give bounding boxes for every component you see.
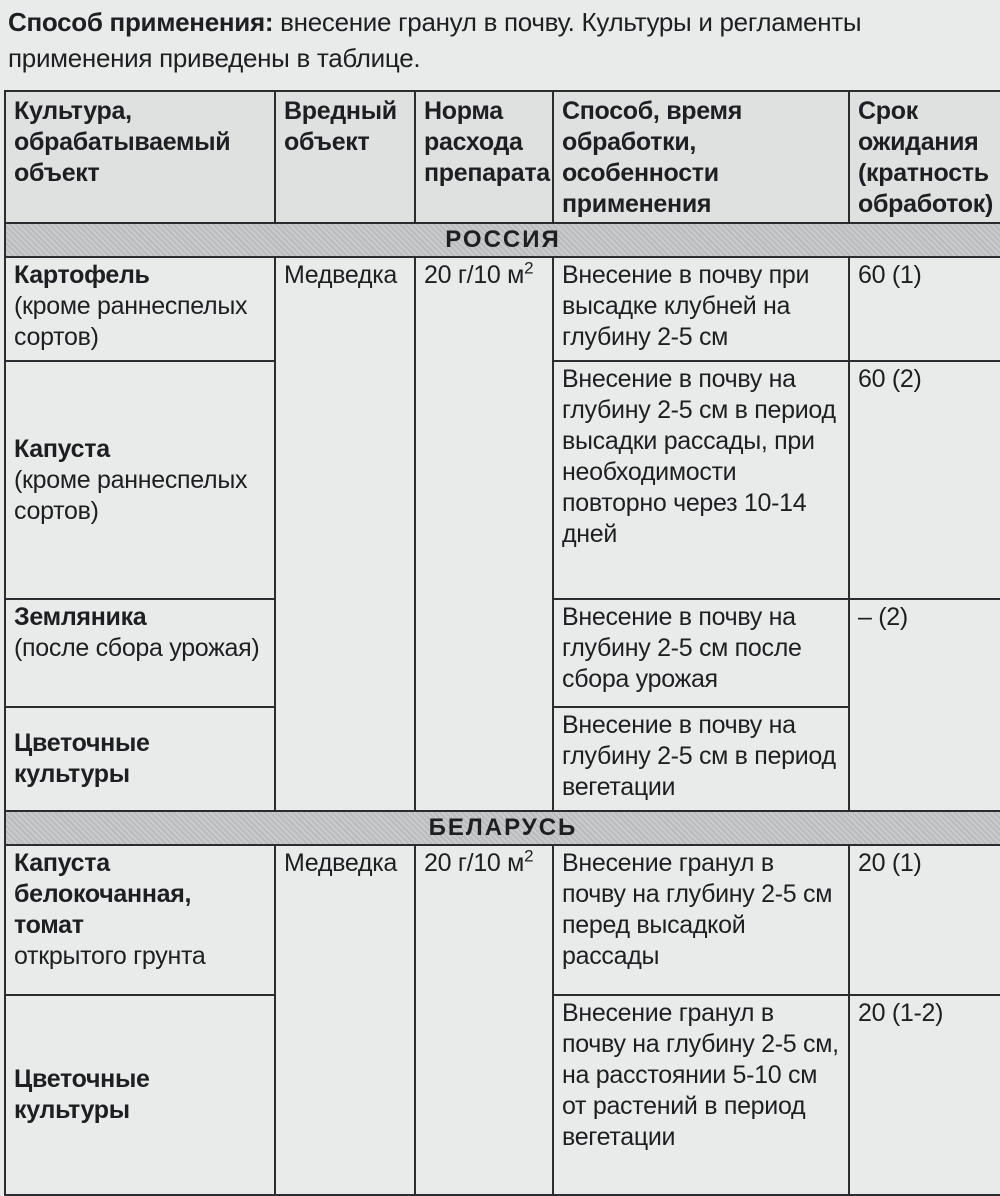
pest-cell: Медведка [275, 257, 415, 811]
wait-cell: 60 (1) [849, 257, 1000, 361]
header-method: Способ, время обработки, особенности применения [553, 91, 849, 223]
section-belarus-row [5, 811, 1000, 845]
crop-name: Земляника [14, 603, 147, 631]
wait-cell: – (2) [849, 599, 1000, 811]
section-russia-row [5, 223, 1000, 257]
rate-value: 20 г/10 м [424, 261, 525, 289]
header-pest: Вредный объект [275, 91, 415, 223]
crop-note: (кроме раннеспелых сортов) [14, 292, 248, 351]
application-method-intro [8, 4, 998, 76]
rate-value: 20 г/10 м [424, 849, 525, 877]
crop-cell [5, 361, 275, 599]
intro-text: внесение гранул в почву. Культуры и регламенты применения приведены в таблице. [8, 7, 862, 73]
table-header-row [5, 91, 1000, 223]
pest-cell: Медведка [275, 845, 415, 1195]
crop-note: открытого грунта [14, 942, 206, 970]
crop-note: (кроме раннеспелых сортов) [14, 465, 248, 525]
rate-sup: 2 [524, 846, 534, 866]
crop-name: Картофель [14, 261, 150, 289]
table-row [5, 257, 1000, 361]
section-belarus-title: БЕЛАРУСЬ [5, 811, 1000, 845]
rate-cell [415, 845, 553, 1195]
rate-sup: 2 [524, 258, 534, 278]
table-row [5, 845, 1000, 995]
crop-name: Цветочные культуры [14, 1065, 150, 1124]
wait-cell: 20 (1-2) [849, 995, 1000, 1195]
crop-note: (после сбора урожая) [14, 634, 260, 662]
crop-cell [5, 599, 275, 707]
method-cell: Внесение в почву при высадке клубней на глубину 2-5 см [553, 257, 849, 361]
crop-name: Капуста белокочанная, томат [14, 849, 192, 939]
crop-cell [5, 707, 275, 811]
header-crop: Культура, обрабатываемый объект [5, 91, 275, 223]
wait-cell: 60 (2) [849, 361, 1000, 599]
method-cell: Внесение в почву на глубину 2-5 см в период вегетации [553, 707, 849, 811]
crop-name: Капуста [14, 434, 110, 463]
intro-label: Способ применения: [8, 7, 274, 37]
header-wait: Срок ожидания (кратность обработок) [849, 91, 1000, 223]
crop-cell [5, 845, 275, 995]
crop-name: Цветочные культуры [14, 729, 150, 788]
wait-cell: 20 (1) [849, 845, 1000, 995]
method-cell: Внесение в почву на глубину 2-5 см после сбора урожая [553, 599, 849, 707]
method-cell: Внесение гранул в почву на глубину 2-5 см, на расстоянии 5-10 см от растений в период вегетации [553, 995, 849, 1195]
section-russia-title: РОССИЯ [5, 223, 1000, 257]
header-rate: Норма расхода препарата [415, 91, 553, 223]
regulations-table [4, 90, 1000, 1196]
method-cell: Внесение в почву на глубину 2-5 см в период высадки рассады, при необходимости повторно через 10-14 дней [553, 361, 849, 599]
rate-cell [415, 257, 553, 811]
method-cell: Внесение гранул в почву на глубину 2-5 см перед высадкой рассады [553, 845, 849, 995]
crop-cell [5, 257, 275, 361]
crop-cell [5, 995, 275, 1195]
